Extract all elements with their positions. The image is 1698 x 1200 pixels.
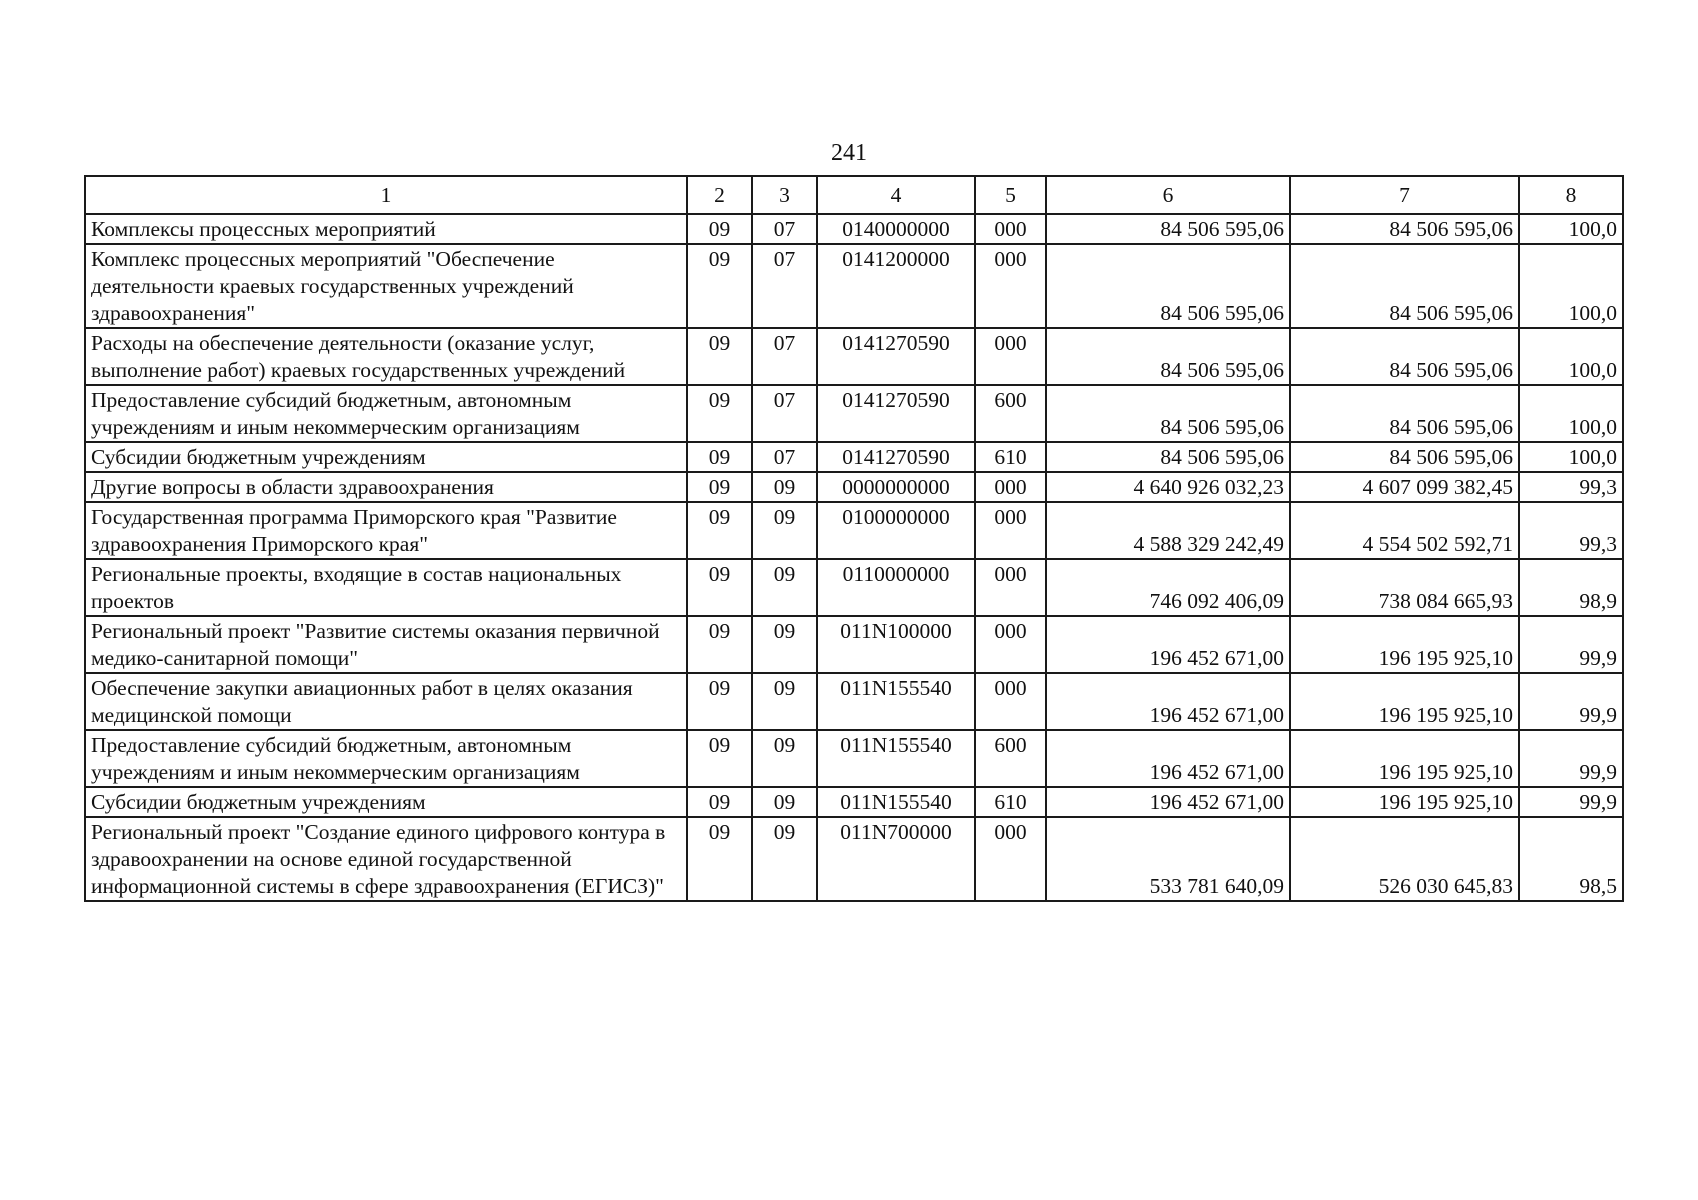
row-name: Субсидии бюджетным учреждениям [85, 442, 687, 472]
section-code: 09 [687, 328, 752, 385]
target-article-code: 011N700000 [817, 817, 975, 901]
executed-amount: 196 195 925,10 [1290, 673, 1519, 730]
column-header: 6 [1046, 176, 1290, 214]
expense-type-code: 000 [975, 214, 1046, 244]
target-article-code: 0141270590 [817, 442, 975, 472]
expense-type-code: 610 [975, 442, 1046, 472]
column-header: 4 [817, 176, 975, 214]
section-code: 09 [687, 385, 752, 442]
section-code: 09 [687, 559, 752, 616]
expense-type-code: 600 [975, 385, 1046, 442]
row-name: Комплексы процессных мероприятий [85, 214, 687, 244]
approved-amount: 746 092 406,09 [1046, 559, 1290, 616]
expense-type-code: 000 [975, 328, 1046, 385]
table-row [85, 730, 1623, 787]
subsection-code: 07 [752, 214, 817, 244]
subsection-code: 09 [752, 559, 817, 616]
column-header: 8 [1519, 176, 1623, 214]
subsection-code: 09 [752, 673, 817, 730]
execution-percent: 100,0 [1519, 328, 1623, 385]
executed-amount: 84 506 595,06 [1290, 244, 1519, 328]
section-code: 09 [687, 673, 752, 730]
approved-amount: 84 506 595,06 [1046, 214, 1290, 244]
approved-amount: 196 452 671,00 [1046, 787, 1290, 817]
executed-amount: 526 030 645,83 [1290, 817, 1519, 901]
target-article-code: 011N155540 [817, 673, 975, 730]
target-article-code: 0100000000 [817, 502, 975, 559]
executed-amount: 196 195 925,10 [1290, 730, 1519, 787]
table-row [85, 502, 1623, 559]
table-row [85, 328, 1623, 385]
target-article-code: 011N100000 [817, 616, 975, 673]
execution-percent: 98,5 [1519, 817, 1623, 901]
section-code: 09 [687, 616, 752, 673]
subsection-code: 07 [752, 385, 817, 442]
table-row [85, 214, 1623, 244]
execution-percent: 98,9 [1519, 559, 1623, 616]
executed-amount: 84 506 595,06 [1290, 385, 1519, 442]
page-number: 241 [831, 140, 867, 166]
executed-amount: 196 195 925,10 [1290, 616, 1519, 673]
table-row [85, 385, 1623, 442]
expense-type-code: 000 [975, 244, 1046, 328]
section-code: 09 [687, 472, 752, 502]
column-header: 5 [975, 176, 1046, 214]
approved-amount: 84 506 595,06 [1046, 442, 1290, 472]
target-article-code: 0000000000 [817, 472, 975, 502]
approved-amount: 196 452 671,00 [1046, 730, 1290, 787]
executed-amount: 4 607 099 382,45 [1290, 472, 1519, 502]
column-header: 7 [1290, 176, 1519, 214]
expense-type-code: 000 [975, 502, 1046, 559]
execution-percent: 100,0 [1519, 244, 1623, 328]
budget-table [84, 175, 1624, 902]
execution-percent: 100,0 [1519, 385, 1623, 442]
section-code: 09 [687, 787, 752, 817]
expense-type-code: 000 [975, 817, 1046, 901]
row-name: Региональный проект "Создание единого цифрового контура в здравоохранении на основе единой государственной информационной системы в сфере здравоохранения (ЕГИСЗ)" [85, 817, 687, 901]
approved-amount: 84 506 595,06 [1046, 244, 1290, 328]
execution-percent: 100,0 [1519, 442, 1623, 472]
subsection-code: 09 [752, 787, 817, 817]
approved-amount: 4 640 926 032,23 [1046, 472, 1290, 502]
section-code: 09 [687, 214, 752, 244]
approved-amount: 196 452 671,00 [1046, 673, 1290, 730]
approved-amount: 84 506 595,06 [1046, 385, 1290, 442]
column-header: 2 [687, 176, 752, 214]
approved-amount: 4 588 329 242,49 [1046, 502, 1290, 559]
table-row [85, 472, 1623, 502]
section-code: 09 [687, 817, 752, 901]
execution-percent: 99,9 [1519, 787, 1623, 817]
execution-percent: 99,9 [1519, 616, 1623, 673]
executed-amount: 84 506 595,06 [1290, 442, 1519, 472]
row-name: Предоставление субсидий бюджетным, автономным учреждениям и иным некоммерческим организациям [85, 730, 687, 787]
row-name: Государственная программа Приморского края "Развитие здравоохранения Приморского края" [85, 502, 687, 559]
target-article-code: 0141270590 [817, 328, 975, 385]
table-header-row [85, 176, 1623, 214]
executed-amount: 84 506 595,06 [1290, 214, 1519, 244]
execution-percent: 99,3 [1519, 502, 1623, 559]
section-code: 09 [687, 442, 752, 472]
expense-type-code: 000 [975, 559, 1046, 616]
target-article-code: 0141270590 [817, 385, 975, 442]
subsection-code: 07 [752, 442, 817, 472]
target-article-code: 0140000000 [817, 214, 975, 244]
row-name: Региональные проекты, входящие в состав национальных проектов [85, 559, 687, 616]
target-article-code: 0141200000 [817, 244, 975, 328]
row-name: Субсидии бюджетным учреждениям [85, 787, 687, 817]
column-header: 3 [752, 176, 817, 214]
expense-type-code: 000 [975, 673, 1046, 730]
expense-type-code: 000 [975, 472, 1046, 502]
table-row [85, 559, 1623, 616]
table-row [85, 787, 1623, 817]
expense-type-code: 610 [975, 787, 1046, 817]
table-row [85, 673, 1623, 730]
subsection-code: 09 [752, 817, 817, 901]
row-name: Другие вопросы в области здравоохранения [85, 472, 687, 502]
subsection-code: 09 [752, 616, 817, 673]
execution-percent: 99,3 [1519, 472, 1623, 502]
subsection-code: 09 [752, 730, 817, 787]
table-row [85, 244, 1623, 328]
section-code: 09 [687, 244, 752, 328]
table-row [85, 616, 1623, 673]
subsection-code: 09 [752, 502, 817, 559]
subsection-code: 07 [752, 244, 817, 328]
row-name: Расходы на обеспечение деятельности (оказание услуг, выполнение работ) краевых государственных учреждений [85, 328, 687, 385]
executed-amount: 196 195 925,10 [1290, 787, 1519, 817]
executed-amount: 738 084 665,93 [1290, 559, 1519, 616]
target-article-code: 011N155540 [817, 730, 975, 787]
subsection-code: 07 [752, 328, 817, 385]
row-name: Обеспечение закупки авиационных работ в целях оказания медицинской помощи [85, 673, 687, 730]
executed-amount: 4 554 502 592,71 [1290, 502, 1519, 559]
row-name: Комплекс процессных мероприятий "Обеспечение деятельности краевых государственных учреждений здравоохранения" [85, 244, 687, 328]
execution-percent: 99,9 [1519, 673, 1623, 730]
approved-amount: 84 506 595,06 [1046, 328, 1290, 385]
expense-type-code: 600 [975, 730, 1046, 787]
expense-type-code: 000 [975, 616, 1046, 673]
table-row [85, 817, 1623, 901]
row-name: Предоставление субсидий бюджетным, автономным учреждениям и иным некоммерческим организациям [85, 385, 687, 442]
target-article-code: 0110000000 [817, 559, 975, 616]
executed-amount: 84 506 595,06 [1290, 328, 1519, 385]
target-article-code: 011N155540 [817, 787, 975, 817]
row-name: Региональный проект "Развитие системы оказания первичной медико-санитарной помощи" [85, 616, 687, 673]
column-header: 1 [85, 176, 687, 214]
section-code: 09 [687, 730, 752, 787]
subsection-code: 09 [752, 472, 817, 502]
section-code: 09 [687, 502, 752, 559]
execution-percent: 100,0 [1519, 214, 1623, 244]
approved-amount: 533 781 640,09 [1046, 817, 1290, 901]
table-row [85, 442, 1623, 472]
execution-percent: 99,9 [1519, 730, 1623, 787]
approved-amount: 196 452 671,00 [1046, 616, 1290, 673]
